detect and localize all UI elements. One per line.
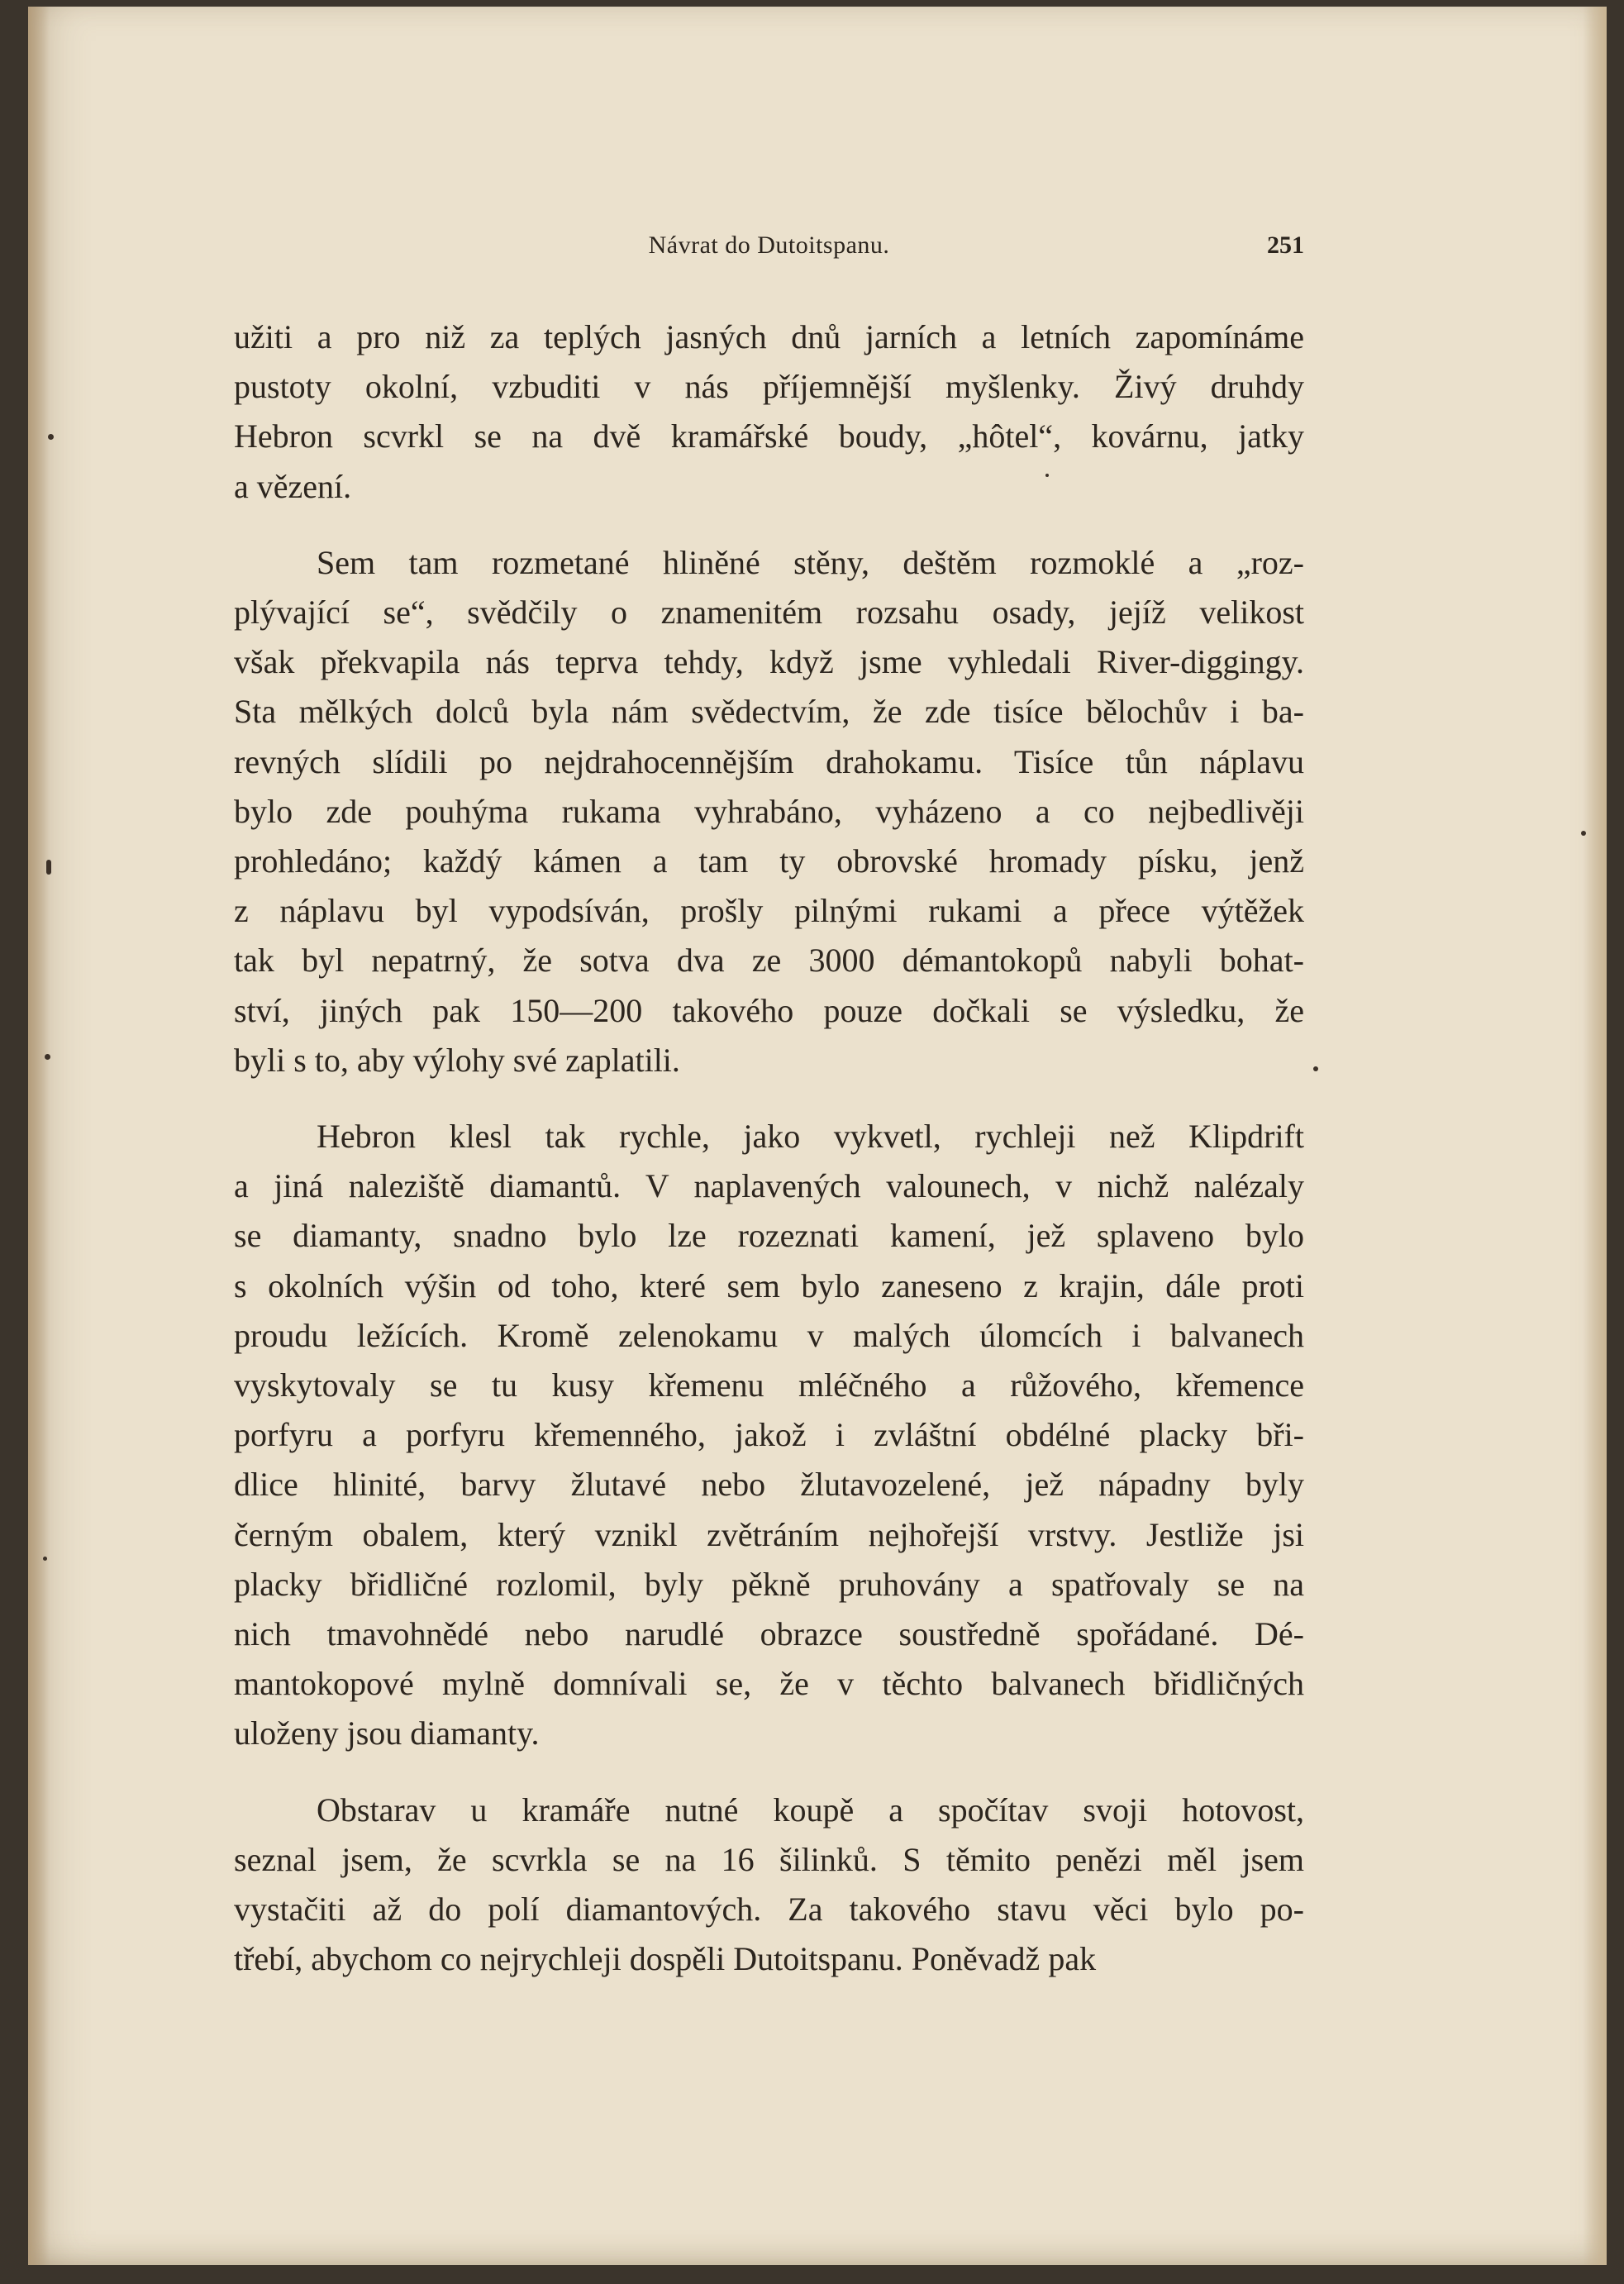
text-line: z náplavu byl vypodsíván, prošly pilnými rukami a přece výtěžek — [234, 892, 1304, 930]
text-line: Obstarav u kramáře nutné koupě a spočítav svoji hotovost, — [317, 1790, 1304, 1829]
paragraph-gap — [234, 512, 1304, 538]
text-line: byli s to, aby výlohy své zaplatili. — [234, 1041, 680, 1079]
text-line: dlice hlinité, barvy žlutavé nebo žlutavozelené, jež nápadny byly — [234, 1466, 1304, 1504]
paragraph — [234, 1112, 1304, 1759]
text-line: se diamanty, snadno bylo lze rozeznati kamení, jež splaveno bylo — [234, 1217, 1304, 1255]
text-line: mantokopové mylně domnívali se, že v těchto balvanech břidličných — [234, 1665, 1304, 1703]
text-line: černým obalem, který vznikl zvětráním nejhořejší vrstvy. Jestliže jsi — [234, 1515, 1304, 1553]
text-line: vyskytovaly se tu kusy křemenu mléčného a růžového, křemence — [234, 1366, 1304, 1404]
text-line: pustoty okolní, vzbuditi v nás příjemnější myšlenky. Živý druhdy — [234, 368, 1304, 406]
margin-speck — [1313, 1066, 1318, 1071]
page-edge-shadow — [1583, 7, 1607, 2265]
text-line: a jiná naleziště diamantů. V naplavených valounech, v nichž nalézaly — [234, 1167, 1304, 1205]
text-line: s okolních výšin od toho, které sem bylo zaneseno z krajin, dále proti — [234, 1266, 1304, 1304]
text-line: seznal jsem, že scvrkla se na 16 šilinků. S těmito penězi měl jsem — [234, 1840, 1304, 1878]
margin-speck — [46, 860, 51, 875]
text-line: však překvapila nás teprva tehdy, když jsme vyhledali River-diggingy. — [234, 643, 1304, 681]
running-head — [234, 231, 1304, 273]
text-line: uloženy jsou diamanty. — [234, 1714, 540, 1752]
margin-speck — [1045, 474, 1049, 477]
running-title: Návrat do Dutoitspanu. — [648, 231, 890, 259]
margin-speck — [45, 1054, 50, 1060]
text-line: revných slídili po nejdrahocennějším drahokamu. Tisíce tůn náplavu — [234, 742, 1304, 780]
text-line: vystačiti až do polí diamantových. Za takového stavu věci bylo po- — [234, 1891, 1304, 1929]
text-line: tak byl nepatrný, že sotva dva ze 3000 démantokopů nabyli bohat- — [234, 942, 1304, 980]
text-line: plývající se“, svědčily o znamenitém rozsahu osady, jejíž velikost — [234, 594, 1304, 632]
text-line: Hebron scvrkl se na dvě kramářské boudy, „hôtel“, kovárnu, jatky — [234, 417, 1304, 455]
text-line: nich tmavohnědé nebo narudlé obrazce soustředně spořádané. Dé- — [234, 1615, 1304, 1653]
text-line: třebí, abychom co nejrychleji dospěli Dutoitspanu. Poněvadž pak — [234, 1940, 1097, 1978]
margin-speck — [1581, 831, 1586, 836]
page-number: 251 — [1267, 231, 1304, 259]
text-line: Sem tam rozmetané hliněné stěny, deštěm rozmoklé a „roz- — [317, 543, 1304, 581]
text-line: porfyru a porfyru křemenného, jakož i zvláštní obdélné placky bři- — [234, 1416, 1304, 1454]
text-line: ství, jiných pak 150—200 takového pouze dočkali se výsledku, že — [234, 991, 1304, 1029]
text-line: bylo zde pouhýma rukama vyhrabáno, vyházeno a co nejbedlivěji — [234, 792, 1304, 830]
paragraph — [234, 538, 1304, 1085]
page-gutter-shadow — [28, 7, 50, 2265]
margin-speck — [48, 434, 54, 440]
text-line: Sta mělkých dolců byla nám svědectvím, že zde tisíce bělochův i ba- — [234, 693, 1304, 731]
text-line: prohledáno; každý kámen a tam ty obrovské hromady písku, jenž — [234, 842, 1304, 880]
paragraph — [234, 312, 1304, 512]
text-line: užiti a pro niž za teplých jasných dnů jarních a letních zapomínáme — [234, 318, 1304, 355]
margin-speck — [43, 1557, 47, 1561]
paragraph-gap — [234, 1085, 1304, 1112]
text-body — [234, 312, 1304, 1985]
text-line: placky břidličné rozlomil, byly pěkně pruhovány a spatřovaly se na — [234, 1565, 1304, 1603]
paragraph — [234, 1786, 1304, 1985]
paragraph-gap — [234, 1759, 1304, 1786]
text-line: proudu ležících. Kromě zelenokamu v malých úlomcích i balvanech — [234, 1316, 1304, 1354]
text-line: Hebron klesl tak rychle, jako vykvetl, rychleji než Klipdrift — [317, 1118, 1304, 1156]
text-line: a vězení. — [234, 467, 352, 505]
